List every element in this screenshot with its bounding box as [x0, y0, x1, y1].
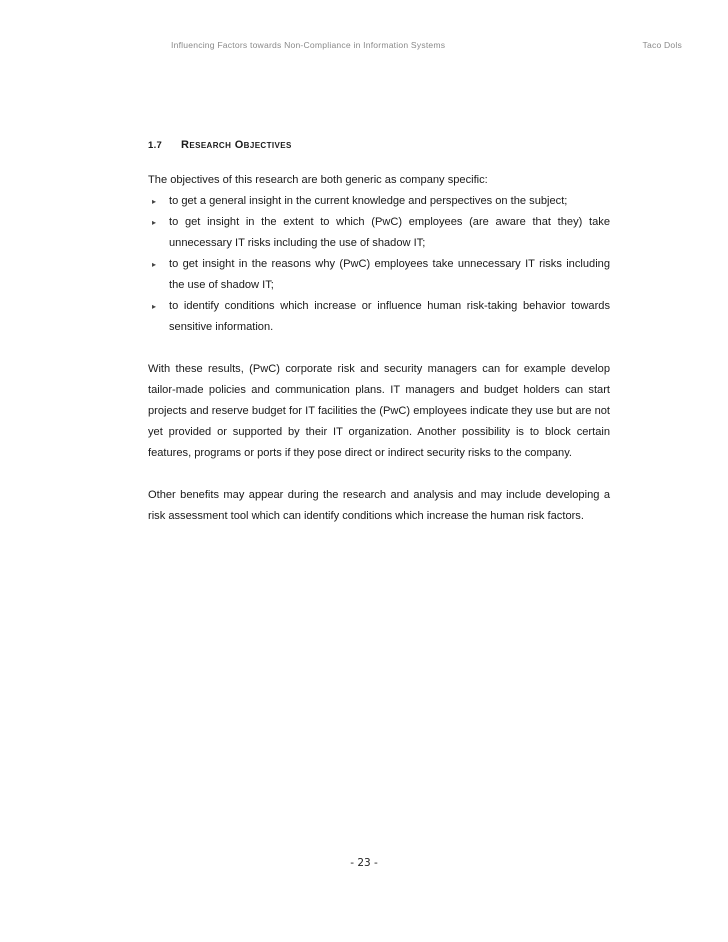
section-number: 1.7: [148, 140, 163, 151]
paragraph-spacer: [148, 464, 610, 485]
triangle-right-icon: ▸: [152, 302, 157, 311]
objectives-list: [148, 191, 610, 338]
triangle-right-icon: ▸: [152, 197, 157, 206]
paragraph-spacer: [148, 338, 610, 359]
triangle-right-icon: ▸: [152, 218, 157, 227]
list-item: [148, 254, 610, 296]
page-number: - 23 -: [350, 857, 378, 869]
list-item-text: to get a general insight in the current knowledge and perspectives on the subject;: [169, 195, 568, 207]
section-title: Research Objectives: [181, 139, 292, 151]
list-item: [148, 191, 610, 212]
body-content: [148, 170, 610, 527]
section-heading: [148, 139, 292, 151]
list-item: [148, 212, 610, 254]
list-item-text: to get insight in the extent to which (PwC) employees (are aware that they) take unnecessary IT risks including the use of shadow IT;: [169, 216, 610, 249]
header-author: Taco Dols: [642, 40, 682, 50]
list-item-text: to identify conditions which increase or influence human risk-taking behavior towards sensitive information.: [169, 300, 610, 333]
list-item: [148, 296, 610, 338]
list-item-text: to get insight in the reasons why (PwC) employees take unnecessary IT risks including the use of shadow IT;: [169, 258, 610, 291]
results-paragraph: With these results, (PwC) corporate risk and security managers can for example develop tailor-made policies and communication plans. IT managers and budget holders can start projects and reserve budget for IT facilities the (PwC) employees indicate they use but are not yet provided or supported by their IT organization. Another possibility is to block certain features, programs or ports if they pose direct or indirect security risks to the company.: [148, 363, 610, 459]
intro-paragraph: The objectives of this research are both generic as company specific:: [148, 174, 488, 186]
triangle-right-icon: ▸: [152, 260, 157, 269]
benefits-paragraph: Other benefits may appear during the research and analysis and may include developing a risk assessment tool which can identify conditions which increase the human risk factors.: [148, 489, 610, 522]
header-document-title: Influencing Factors towards Non-Compliance in Information Systems: [171, 40, 446, 50]
page-header: [171, 40, 682, 54]
